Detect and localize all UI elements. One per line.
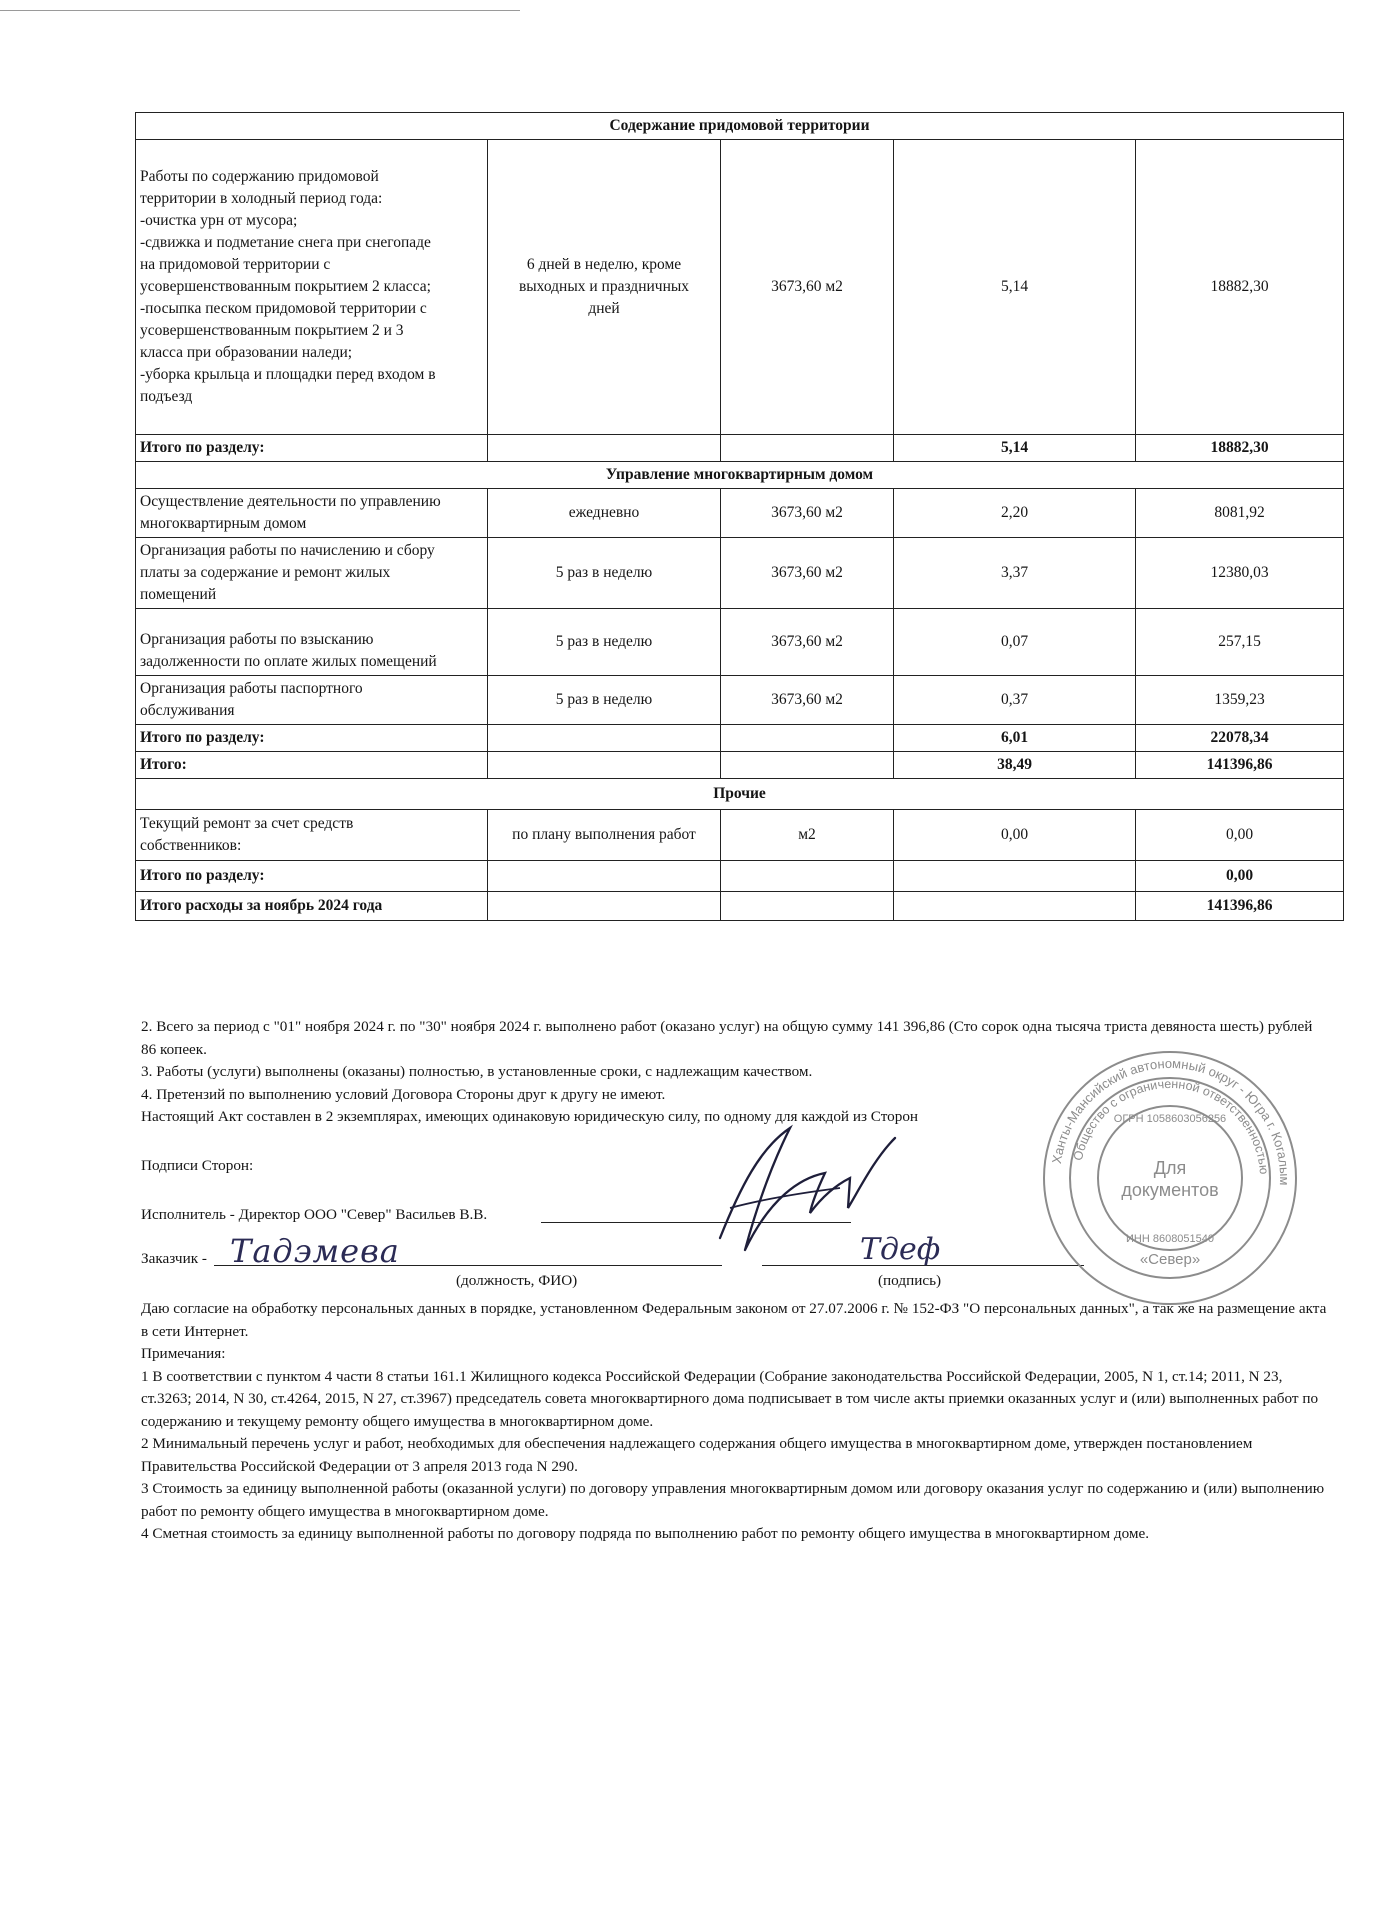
service-name: Организация работы паспортного обслуживания [136, 676, 488, 725]
section-total-row [136, 435, 1344, 462]
table-row [136, 140, 1344, 435]
empty-cell [721, 752, 894, 779]
table-row [136, 676, 1344, 725]
empty-cell [488, 752, 721, 779]
note-4: 4 Сметная стоимость за единицу выполненной работы по договору подряда по выполнению работ по ремонту общего имущества в многоквартирном доме. [141, 1525, 1150, 1542]
service-cost: 18882,30 [1136, 140, 1344, 435]
section-header-territory [136, 113, 1344, 140]
table-row [136, 489, 1344, 538]
empty-cell [721, 725, 894, 752]
total-label: Итого по разделу: [136, 435, 488, 462]
section-total-row [136, 861, 1344, 892]
total-cost: 0,00 [1136, 861, 1344, 892]
service-cost: 0,00 [1136, 810, 1344, 861]
stamp-center-line1: Для [1153, 1158, 1187, 1178]
service-periodicity: 5 раз в неделю [488, 676, 721, 725]
service-periodicity: 5 раз в неделю [488, 538, 721, 609]
empty-cell [894, 861, 1136, 892]
service-periodicity: ежедневно [488, 489, 721, 538]
service-area: 3673,60 м2 [721, 489, 894, 538]
empty-cell [488, 861, 721, 892]
service-rate: 3,37 [894, 538, 1136, 609]
customer-label: Заказчик - [141, 1250, 207, 1267]
total-cost: 141396,86 [1136, 892, 1344, 921]
total-rate: 6,01 [894, 725, 1136, 752]
total-label: Итого расходы за ноябрь 2024 года [136, 892, 488, 921]
service-area: 3673,60 м2 [721, 538, 894, 609]
section-total-row [136, 725, 1344, 752]
scan-top-rule [0, 10, 520, 11]
service-area: м2 [721, 810, 894, 861]
service-cost: 1359,23 [1136, 676, 1344, 725]
notes-title: Примечания: [141, 1345, 226, 1362]
total-rate: 38,49 [894, 752, 1136, 779]
empty-cell [721, 435, 894, 462]
clause-no-claims: 4. Претензий по выполнению условий Договора Стороны друг к другу не имеют. [141, 1085, 666, 1103]
service-rate: 0,37 [894, 676, 1136, 725]
final-total-row [136, 892, 1344, 921]
service-cost: 257,15 [1136, 609, 1344, 676]
section-title: Содержание придомовой территории [136, 113, 1344, 140]
total-label: Итого по разделу: [136, 725, 488, 752]
signatures-title: Подписи Сторон: [141, 1157, 254, 1174]
service-name: Осуществление деятельности по управлению многоквартирным домом [136, 489, 488, 538]
service-periodicity: по плану выполнения работ [488, 810, 721, 861]
executor-signature [700, 1118, 900, 1263]
section-header-other [136, 779, 1344, 810]
service-area: 3673,60 м2 [721, 609, 894, 676]
executor-line: Исполнитель - Директор ООО "Север" Васильев В.В. [141, 1206, 488, 1223]
service-name: Организация работы по взысканию задолженности по оплате жилых помещений [136, 609, 488, 676]
total-cost: 22078,34 [1136, 725, 1344, 752]
total-cost: 18882,30 [1136, 435, 1344, 462]
service-name: Работы по содержанию придомовой территории в холодный период года: -очистка урн от мусора; -сдвижка и подметание снега при снегопаде на придомовой территории с усовершенствованным покрытием 2 класса; -посыпка песком придомовой территории с усовершенствованным покрытием 2 и 3 класса при образовании наледи; -уборка крыльца и площадки перед входом в подъезд [136, 140, 488, 435]
service-name: Организация работы по начислению и сбору платы за содержание и ремонт жилых помещений [136, 538, 488, 609]
note-3: 3 Стоимость за единицу выполненной работы (оказанной услуги) по договору управления многоквартирным домом или договору оказания услуг по содержанию и (или) выполнению работ по ремонту общего имущества в многоквартирном доме. [141, 1480, 1325, 1520]
section-title: Управление многоквартирным домом [136, 462, 1344, 489]
clause-quality: 3. Работы (услуги) выполнены (оказаны) полностью, в установленные сроки, с надлежащим качеством. [141, 1063, 813, 1080]
table-row [136, 609, 1344, 676]
table-row [136, 538, 1344, 609]
signature-caption: (подпись) [878, 1272, 942, 1289]
section-header-management [136, 462, 1344, 489]
total-label: Итого по разделу: [136, 861, 488, 892]
empty-cell [721, 861, 894, 892]
clause-copies: Настоящий Акт составлен в 2 экземплярах, имеющих одинаковую юридическую силу, по одному для каждой из Сторон [141, 1108, 919, 1125]
stamp-inner-text: Общество с ограниченной ответственностью [1070, 1076, 1272, 1175]
service-rate: 0,07 [894, 609, 1136, 676]
total-rate: 5,14 [894, 435, 1136, 462]
stamp-company-name: «Север» [1139, 1251, 1201, 1268]
consent-and-notes [141, 1298, 1327, 1546]
consent-text: Даю согласие на обработку персональных данных в порядке, установленном Федеральным законом от 27.07.2006 г. № 152-ФЗ "О персональных данных", а так же на размещение акта в сети Интернет. [141, 1300, 1327, 1340]
stamp-ogrn: ОГРН 1058603056256 [1113, 1113, 1227, 1125]
service-rate: 2,20 [894, 489, 1136, 538]
empty-cell [488, 435, 721, 462]
service-rate: 5,14 [894, 140, 1136, 435]
position-caption: (должность, ФИО) [456, 1272, 578, 1289]
customer-handwritten-signature: Тдеф [860, 1232, 941, 1267]
services-table [135, 112, 1344, 921]
stamp-center-line2: документов [1121, 1180, 1219, 1200]
service-rate: 0,00 [894, 810, 1136, 861]
note-1: 1 В соответствии с пунктом 4 части 8 статьи 161.1 Жилищного кодекса Российской Федерации (Собрание законодательства Российской Федерации, 2005, N 1, ст.14; 2011, N 23, ст.3263; 2014, N 30, ст.4264, 2015, N 27, ст.3967) председатель совета многоквартирного дома подписывает в том числе акты приемки оказанных услуг и (или) выполненных работ по содержанию и текущему ремонту общего имущества в многоквартирном доме. [141, 1367, 1319, 1430]
service-area: 3673,60 м2 [721, 140, 894, 435]
empty-cell [488, 725, 721, 752]
stamp-outer-text: Ханты-Мансийский автономный округ - Югра г. Когалым [1048, 1055, 1293, 1186]
service-periodicity: 5 раз в неделю [488, 609, 721, 676]
total-cost: 141396,86 [1136, 752, 1344, 779]
section-title: Прочие [136, 779, 1344, 810]
service-area: 3673,60 м2 [721, 676, 894, 725]
service-cost: 12380,03 [1136, 538, 1344, 609]
stamp-inn: ИНН 8608051540 [1125, 1233, 1215, 1245]
table-row [136, 810, 1344, 861]
grand-total-row [136, 752, 1344, 779]
empty-cell [721, 892, 894, 921]
clause-total-amount: 2. Всего за период с "01" ноября 2024 г. по "30" ноября 2024 г. выполнено работ (оказано услуг) на общую сумму 141 396,86 (Сто сорок одна тысяча триста девяноста шесть) рублей 86 копеек. [141, 1018, 1313, 1058]
service-cost: 8081,92 [1136, 489, 1344, 538]
note-2: 2 Минимальный перечень услуг и работ, необходимых для обеспечения надлежащего содержания общего имущества в многоквартирном доме, утвержден постановлением Правительства Российской Федерации от 3 апреля 2013 года N 290. [141, 1435, 1253, 1475]
total-label: Итого: [136, 752, 488, 779]
company-stamp [1038, 1046, 1302, 1310]
empty-cell [894, 892, 1136, 921]
customer-handwritten-name: Тадэмева [230, 1232, 400, 1270]
empty-cell [488, 892, 721, 921]
service-name: Текущий ремонт за счет средств собственников: [136, 810, 488, 861]
service-periodicity: 6 дней в неделю, кроме выходных и праздничных дней [488, 140, 721, 435]
